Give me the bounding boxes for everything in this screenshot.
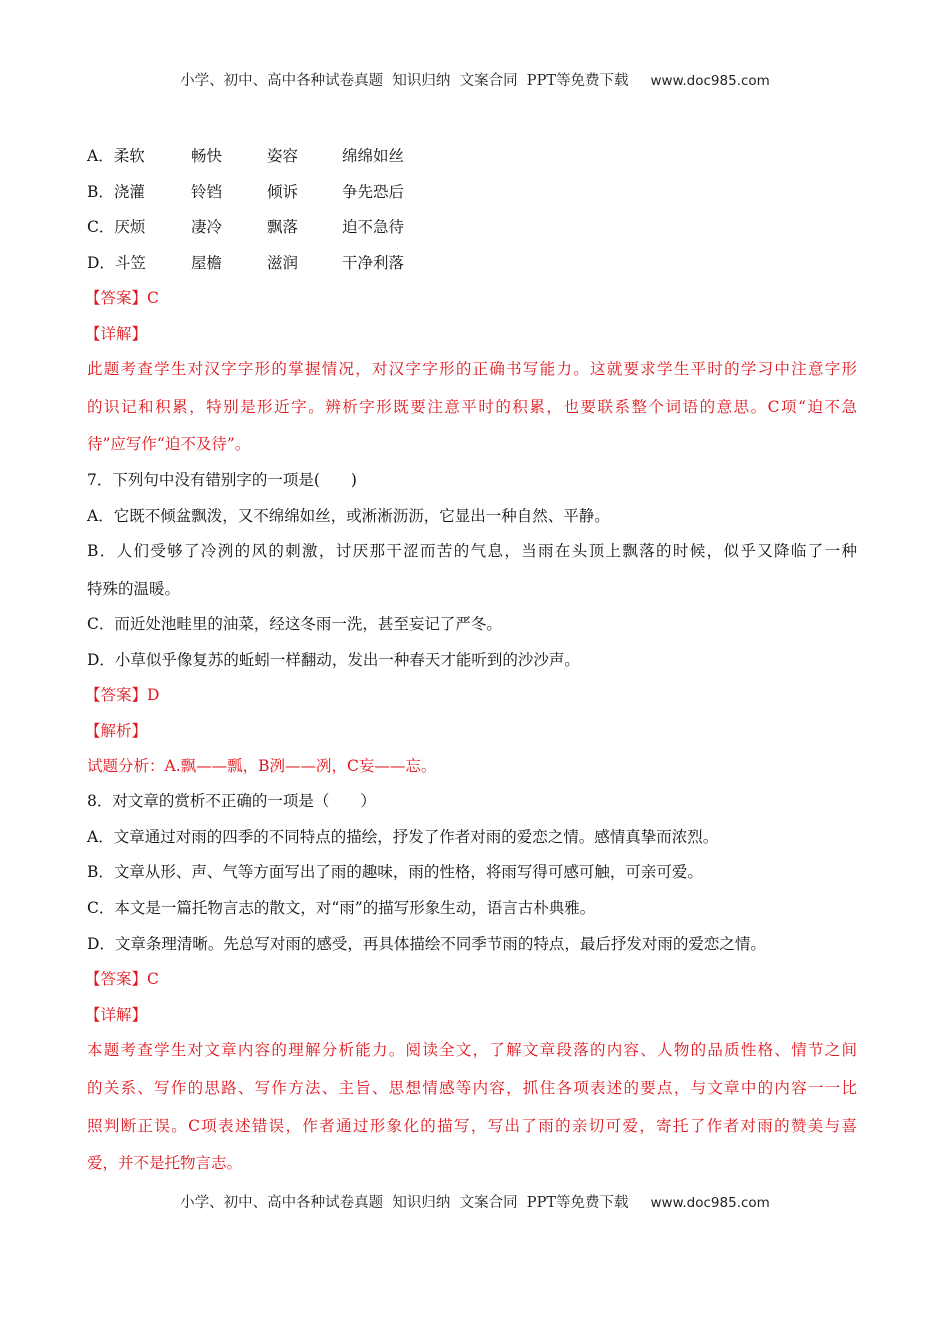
q7-explain-label: 【解析】 (85, 722, 148, 740)
word: A．柔软 (87, 147, 145, 165)
q6-option-b (87, 182, 404, 202)
word: D．斗笠 (87, 254, 146, 272)
q8-question: 8．对文章的赏析不正确的一项是（ ） (87, 792, 376, 810)
q7-answer: 【答案】D (85, 686, 160, 704)
footer-text: 小学、初中、高中各种试卷真题 知识归纳 文案合同 PPT等免费下载 (180, 1195, 629, 1211)
header-text: 小学、初中、高中各种试卷真题 知识归纳 文案合同 PPT等免费下载 (180, 73, 629, 89)
word: B．浇灌 (87, 183, 145, 201)
q6-explain-line: 此题考查学生对汉字字形的掌握情况，对汉字字形的正确书写能力。这就要求学生平时的学习中注意字形 (87, 360, 857, 378)
q7-option-b-cont: 特殊的温暖。 (87, 580, 181, 598)
q6-option-a (87, 146, 404, 166)
q6-explain-line: 的识记和积累，特别是形近字。辨析字形既要注意平时的积累，也要联系整个词语的意思。C项“迫不急 (87, 398, 857, 416)
page-header (0, 69, 950, 90)
footer-url[interactable]: www.doc985.com (650, 1195, 770, 1211)
word: 姿容 (267, 147, 299, 165)
q8-explain-label: 【详解】 (85, 1006, 148, 1024)
q6-option-c (87, 217, 404, 237)
word: 干净利落 (342, 254, 405, 272)
word: 迫不急待 (342, 218, 405, 236)
header-url[interactable]: www.doc985.com (650, 73, 770, 89)
word: 绵绵如丝 (342, 147, 405, 165)
q6-option-d (87, 253, 404, 273)
q8-explain-line: 爱，并不是托物言志。 (87, 1154, 243, 1172)
q7-option-d: D．小草似乎像复苏的蚯蚓一样翻动，发出一种春天才能听到的沙沙声。 (87, 651, 580, 669)
q7-option-b: B．人们受够了冷洌的风的刺激，讨厌那干涩而苦的气息，当雨在头顶上飘落的时候，似乎又降临了一种 (87, 542, 857, 560)
word: 铃铛 (191, 183, 223, 201)
word: 凄冷 (191, 218, 223, 236)
q8-option-d: D．文章条理清晰。先总写对雨的感受，再具体描绘不同季节雨的特点，最后抒发对雨的爱恋之情。 (87, 935, 766, 953)
q7-question: 7．下列句中没有错别字的一项是( ) (87, 471, 357, 489)
q8-explain-line: 的关系、写作的思路、写作方法、主旨、思想情感等内容，抓住各项表述的要点，与文章中的内容一一比 (87, 1079, 857, 1097)
word: 畅快 (191, 147, 223, 165)
word: 滋润 (267, 254, 299, 272)
word: 争先恐后 (342, 183, 405, 201)
q6-answer: 【答案】C (85, 289, 159, 307)
q7-explain-line: 试题分析：A.飘——瓢，B洌——冽，C妄——忘。 (87, 757, 437, 775)
q8-explain-line: 照判断正误。C项表述错误，作者通过形象化的描写，写出了雨的亲切可爱，寄托了作者对雨的赞美与喜 (87, 1117, 857, 1135)
page-footer (0, 1191, 950, 1212)
word: 倾诉 (267, 183, 299, 201)
word: 飘落 (267, 218, 299, 236)
q8-option-c: C．本文是一篇托物言志的散文，对“雨”的描写形象生动，语言古朴典雅。 (87, 899, 596, 917)
q8-explain-line: 本题考查学生对文章内容的理解分析能力。阅读全文，了解文章段落的内容、人物的品质性格、情节之间 (87, 1041, 857, 1059)
q7-option-c: C．而近处池畦里的油菜，经这冬雨一洗，甚至妄记了严冬。 (87, 615, 502, 633)
q6-explain-label: 【详解】 (85, 325, 148, 343)
q8-answer: 【答案】C (85, 970, 159, 988)
q8-option-a: A．文章通过对雨的四季的不同特点的描绘，抒发了作者对雨的爱恋之情。感情真挚而浓烈。 (87, 828, 719, 846)
word: C．厌烦 (87, 218, 146, 236)
word: 屋檐 (191, 254, 223, 272)
q7-option-a: A．它既不倾盆飘泼，又不绵绵如丝，或淅淅沥沥，它显出一种自然、平静。 (87, 507, 610, 525)
q8-option-b: B．文章从形、声、气等方面写出了雨的趣味，雨的性格，将雨写得可感可触，可亲可爱。 (87, 863, 703, 881)
q6-explain-line: 待”应写作“迫不及待”。 (87, 435, 251, 453)
